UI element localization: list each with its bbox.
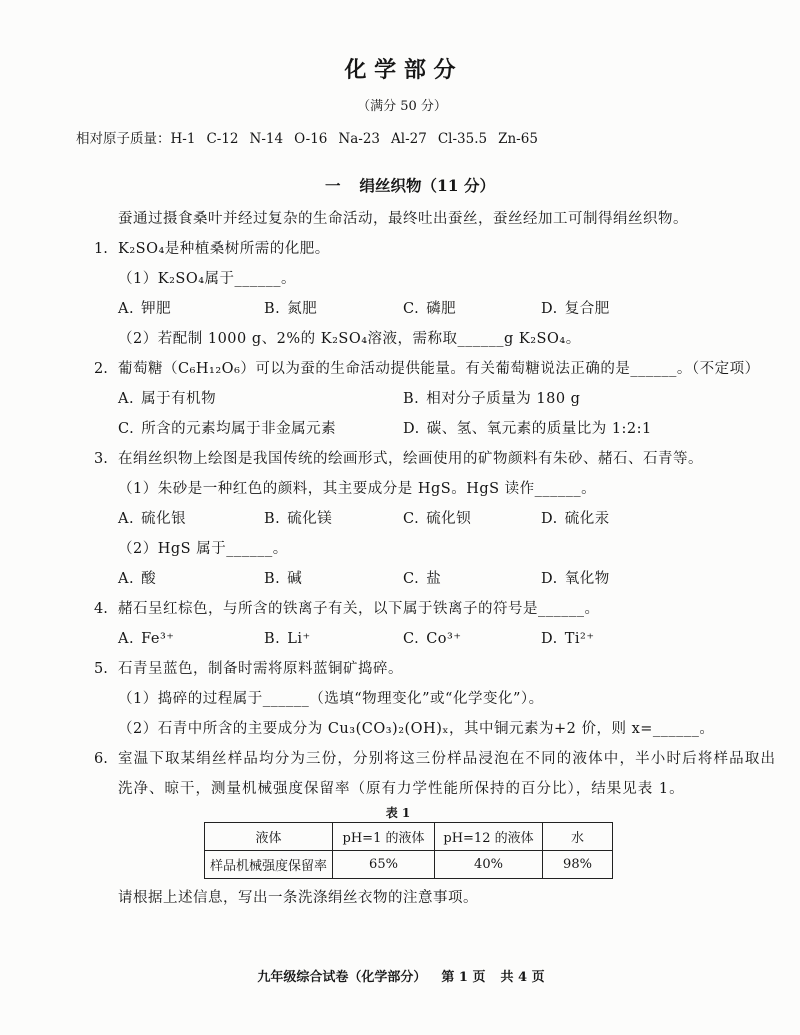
question-number: 3.: [94, 451, 108, 467]
question-stem-line: [94, 234, 780, 264]
option-letter: B.: [264, 631, 281, 647]
option-letter: B.: [264, 511, 281, 527]
question-number: 5.: [94, 661, 108, 677]
option-c: [118, 414, 403, 444]
question-stem-line: [94, 444, 780, 474]
page-title: 化 学 部 分: [344, 57, 456, 83]
option-row: [94, 624, 780, 654]
table-cell: 98%: [543, 851, 613, 879]
sub-question-label: （2）: [118, 541, 158, 557]
option-text: 碱: [287, 571, 303, 587]
sub-question-text: 朱砂是一种红色的颜料，其主要成分是 HgS。HgS 读作______。: [157, 481, 597, 497]
sub-question-text: K₂SO₄属于______。: [157, 271, 297, 287]
table-header-row: [205, 823, 613, 851]
sub-question: [94, 324, 780, 354]
footer-paper-title: 九年级综合试卷（化学部分）: [257, 970, 427, 985]
option-text: 氧化物: [564, 571, 610, 587]
question-4: [94, 594, 780, 654]
option-text: 盐: [426, 571, 442, 587]
option-text: 碳、氢、氧元素的质量比为 1:2:1: [426, 421, 652, 437]
question-6: [94, 744, 780, 913]
section-number: 一: [325, 176, 341, 195]
option-letter: A.: [118, 511, 135, 527]
page-footer: [0, 968, 800, 988]
question-stem: 在绢丝织物上绘图是我国传统的绘画形式，绘画使用的矿物颜料有朱砂、赭石、石青等。: [118, 451, 703, 467]
question-stem-line: [94, 744, 776, 804]
sub-question-text: 若配制 1000 g、2%的 K₂SO₄溶液，需称取______g K₂SO₄。: [157, 331, 581, 347]
option-letter: D.: [541, 571, 558, 587]
option-d: [541, 294, 610, 324]
section-title: 绢丝织物（11 分）: [359, 176, 495, 195]
sub-question: [94, 264, 780, 294]
question-5: [94, 654, 780, 744]
option-letter: B.: [264, 571, 281, 587]
option-b: [264, 294, 403, 324]
option-c: [403, 504, 541, 534]
option-letter: D.: [541, 631, 558, 647]
sub-question-text: 捣碎的过程属于______（选填“物理变化”或“化学变化”）。: [157, 691, 544, 707]
question-1: [94, 234, 780, 354]
sub-question-label: （1）: [118, 691, 158, 707]
atomic-mass-item: C-12: [206, 131, 239, 147]
sub-question: [94, 684, 780, 714]
table-header-cell: pH=1 的液体: [333, 823, 435, 851]
option-a: [118, 624, 264, 654]
table-row: [205, 851, 613, 879]
atomic-mass-item: H-1: [170, 131, 196, 147]
atomic-masses-label: 相对原子质量：: [76, 131, 171, 147]
option-letter: A.: [118, 571, 135, 587]
option-letter: C.: [118, 421, 135, 437]
sub-question-text: HgS 属于______。: [157, 541, 288, 557]
table-header-cell: 水: [543, 823, 613, 851]
sub-question-text: 石青中所含的主要成分为 Cu₃(CO₃)₂(OH)ₓ，其中铜元素为+2 价，则 x=______。: [157, 721, 715, 737]
sub-question-label: （2）: [118, 331, 158, 347]
option-text: Co³⁺: [426, 631, 462, 647]
atomic-mass-item: O-16: [294, 131, 328, 147]
option-row: [94, 384, 780, 414]
option-b: [403, 384, 580, 414]
section-header: [325, 174, 495, 198]
table-cell: 样品机械强度保留率: [205, 851, 333, 879]
question-stem: 葡萄糖（C₆H₁₂O₆）可以为蚕的生命活动提供能量。有关葡萄糖说法正确的是______。（不定项）: [118, 361, 760, 377]
option-row: [94, 414, 780, 444]
option-letter: C.: [403, 511, 420, 527]
question-stem: 室温下取某绢丝样品均分为三份，分别将这三份样品浸泡在不同的液体中，半小时后将样品取出洗净、晾干，测量机械强度保留率（原有力学性能所保持的百分比），结果见表 1。: [118, 751, 776, 797]
question-3: [94, 444, 780, 594]
option-row: [94, 504, 780, 534]
option-b: [264, 564, 403, 594]
option-row: [94, 294, 780, 324]
question-stem: 石青呈蓝色，制备时需将原料蓝铜矿捣碎。: [118, 661, 403, 677]
question-stem: 赭石呈红棕色，与所含的铁离子有关，以下属于铁离子的符号是______。: [118, 601, 600, 617]
sub-question: [94, 714, 780, 744]
question-number: 2.: [94, 361, 108, 377]
option-b: [264, 624, 403, 654]
option-letter: B.: [264, 301, 281, 317]
table-header-cell: pH=12 的液体: [435, 823, 543, 851]
full-score-note: （满分 50 分）: [357, 99, 447, 114]
option-text: Ti²⁺: [564, 631, 595, 647]
atomic-mass-item: Zn-65: [498, 131, 538, 147]
option-text: Fe³⁺: [141, 631, 175, 647]
option-d: [541, 504, 610, 534]
footer-total-pages: 共 4 页: [500, 970, 545, 985]
atomic-mass-item: Al-27: [391, 131, 427, 147]
question-stem-line: [94, 654, 780, 684]
option-letter: D.: [403, 421, 420, 437]
option-letter: D.: [541, 301, 558, 317]
option-c: [403, 564, 541, 594]
option-a: [118, 294, 264, 324]
option-row: [94, 564, 780, 594]
option-text: 硫化钡: [426, 511, 472, 527]
option-text: 酸: [141, 571, 157, 587]
question-number: 6.: [94, 751, 108, 767]
option-letter: D.: [541, 511, 558, 527]
question-number: 1.: [94, 241, 108, 257]
option-text: 属于有机物: [141, 391, 217, 407]
footer-page-number: 第 1 页: [441, 970, 486, 985]
question-2: [94, 354, 780, 444]
table-header-cell: 液体: [205, 823, 333, 851]
option-letter: B.: [403, 391, 420, 407]
option-letter: C.: [403, 571, 420, 587]
option-b: [264, 504, 403, 534]
atomic-masses-line: [76, 129, 549, 149]
table-cell: 65%: [333, 851, 435, 879]
option-text: 所含的元素均属于非金属元素: [141, 421, 337, 437]
option-d: [403, 414, 652, 444]
sub-question: [94, 474, 780, 504]
sub-question-label: （2）: [118, 721, 158, 737]
question-prompt: 请根据上述信息，写出一条洗涤绢丝衣物的注意事项。: [118, 890, 478, 906]
sub-question-label: （1）: [118, 481, 158, 497]
question-body: [94, 204, 780, 913]
atomic-mass-item: Na-23: [338, 131, 380, 147]
option-letter: C.: [403, 301, 420, 317]
option-text: 复合肥: [564, 301, 610, 317]
option-c: [403, 624, 541, 654]
section-intro: 蚕通过摄食桑叶并经过复杂的生命活动，最终吐出蚕丝，蚕丝经加工可制得绢丝织物。: [118, 211, 688, 227]
sub-question: [94, 534, 780, 564]
option-text: Li⁺: [287, 631, 311, 647]
option-text: 硫化汞: [564, 511, 610, 527]
table-cell: 40%: [435, 851, 543, 879]
option-text: 硫化银: [141, 511, 187, 527]
question-number: 4.: [94, 601, 108, 617]
table-caption: 表 1: [385, 806, 411, 820]
option-a: [118, 504, 264, 534]
option-text: 磷肥: [426, 301, 457, 317]
option-c: [403, 294, 541, 324]
results-table: [204, 822, 613, 879]
question-stem-line: [94, 594, 780, 624]
option-text: 氮肥: [287, 301, 318, 317]
question-stem-line: [94, 354, 780, 384]
option-text: 硫化镁: [287, 511, 333, 527]
atomic-mass-item: N-14: [249, 131, 284, 147]
option-a: [118, 564, 264, 594]
sub-question-label: （1）: [118, 271, 158, 287]
option-text: 相对分子质量为 180 g: [426, 391, 581, 407]
option-letter: A.: [118, 631, 135, 647]
atomic-mass-item: Cl-35.5: [437, 131, 488, 147]
option-letter: A.: [118, 391, 135, 407]
option-a: [118, 384, 403, 414]
option-text: 钾肥: [141, 301, 172, 317]
question-stem: K₂SO₄是种植桑树所需的化肥。: [118, 241, 330, 257]
option-d: [541, 624, 595, 654]
option-letter: C.: [403, 631, 420, 647]
option-d: [541, 564, 610, 594]
option-letter: A.: [118, 301, 135, 317]
